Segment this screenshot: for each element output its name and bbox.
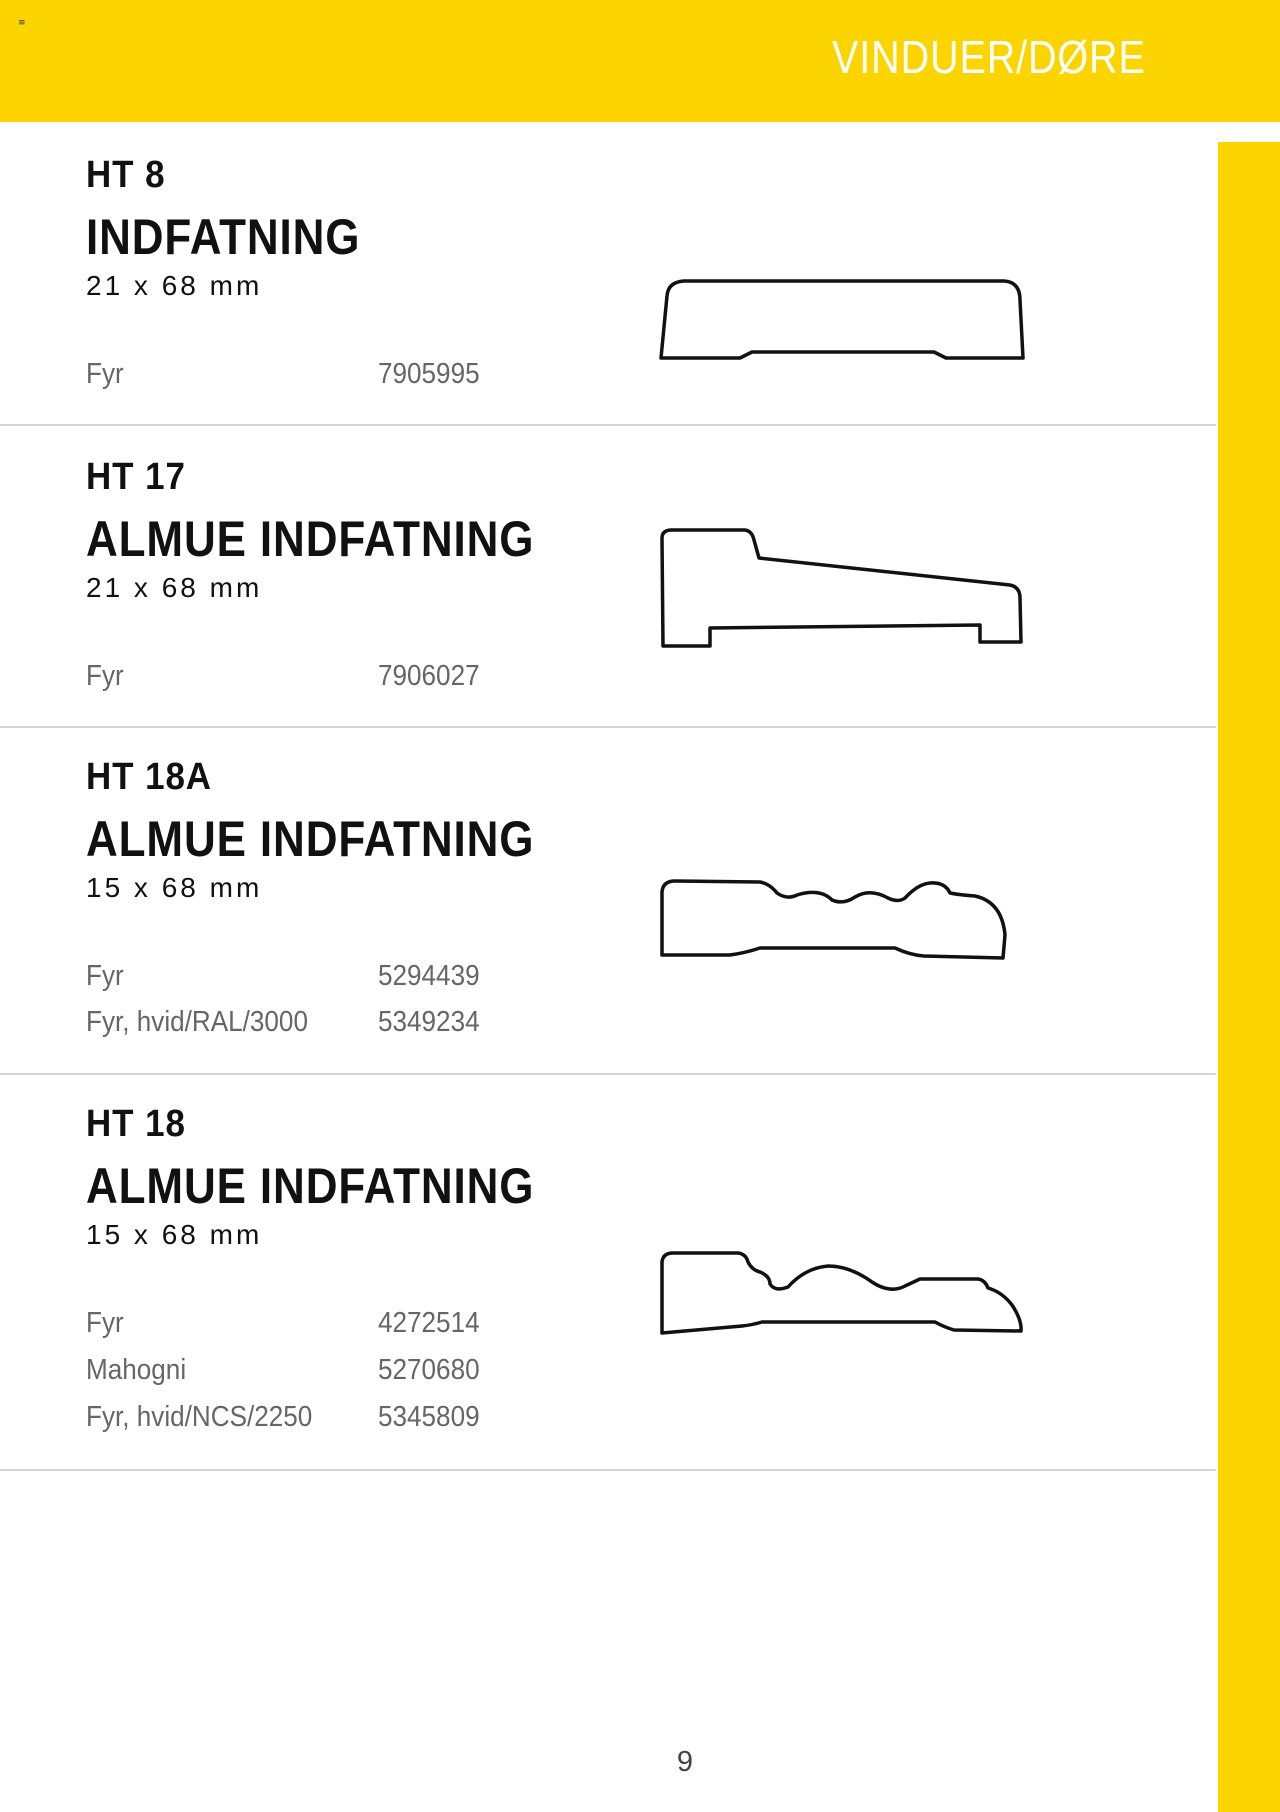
page-number: 9 — [676, 1746, 694, 1778]
product-code: HT 18 — [86, 1103, 186, 1145]
product-dimensions: 15 x 68 mm — [86, 1219, 263, 1250]
variant-material: Fyr, hvid/RAL/3000 — [86, 1006, 308, 1038]
variant-material: Fyr — [86, 1307, 124, 1339]
product-dimensions: 15 x 68 mm — [86, 872, 263, 903]
variant-sku: 5294439 — [378, 960, 480, 992]
product-ht18 — [0, 1075, 1216, 1471]
product-dimensions: 21 x 68 mm — [86, 270, 263, 301]
profile-drawing — [650, 272, 1040, 377]
product-ht18a — [0, 728, 1216, 1075]
menu-icon: ≡ — [18, 18, 26, 28]
product-code: HT 8 — [86, 154, 166, 196]
variant-material: Fyr — [86, 358, 124, 390]
product-dimensions: 21 x 68 mm — [86, 572, 263, 603]
product-name: INDFATNING — [86, 209, 361, 265]
variant-material: Fyr — [86, 660, 124, 692]
product-ht8 — [0, 122, 1216, 426]
variant-sku: 7906027 — [378, 660, 480, 692]
product-code: HT 18A — [86, 756, 212, 798]
section-title: VINDUER/DØRE — [832, 31, 1146, 83]
profile-drawing — [650, 1240, 1040, 1355]
variant-sku: 5345809 — [378, 1401, 480, 1433]
product-name: ALMUE INDFATNING — [86, 511, 535, 567]
header-bar — [0, 0, 1280, 122]
variant-material: Fyr — [86, 960, 124, 992]
variant-sku: 7905995 — [378, 358, 480, 390]
variant-material: Fyr, hvid/NCS/2250 — [86, 1401, 313, 1433]
variant-sku: 5349234 — [378, 1006, 480, 1038]
profile-drawing — [650, 520, 1040, 655]
product-code: HT 17 — [86, 456, 186, 498]
product-name: ALMUE INDFATNING — [86, 811, 535, 867]
variant-sku: 4272514 — [378, 1307, 480, 1339]
product-name: ALMUE INDFATNING — [86, 1158, 535, 1214]
product-ht17 — [0, 426, 1216, 728]
variant-material: Mahogni — [86, 1354, 187, 1386]
profile-drawing — [650, 872, 1040, 987]
variant-sku: 5270680 — [378, 1354, 480, 1386]
side-accent-bar — [1218, 142, 1280, 1812]
